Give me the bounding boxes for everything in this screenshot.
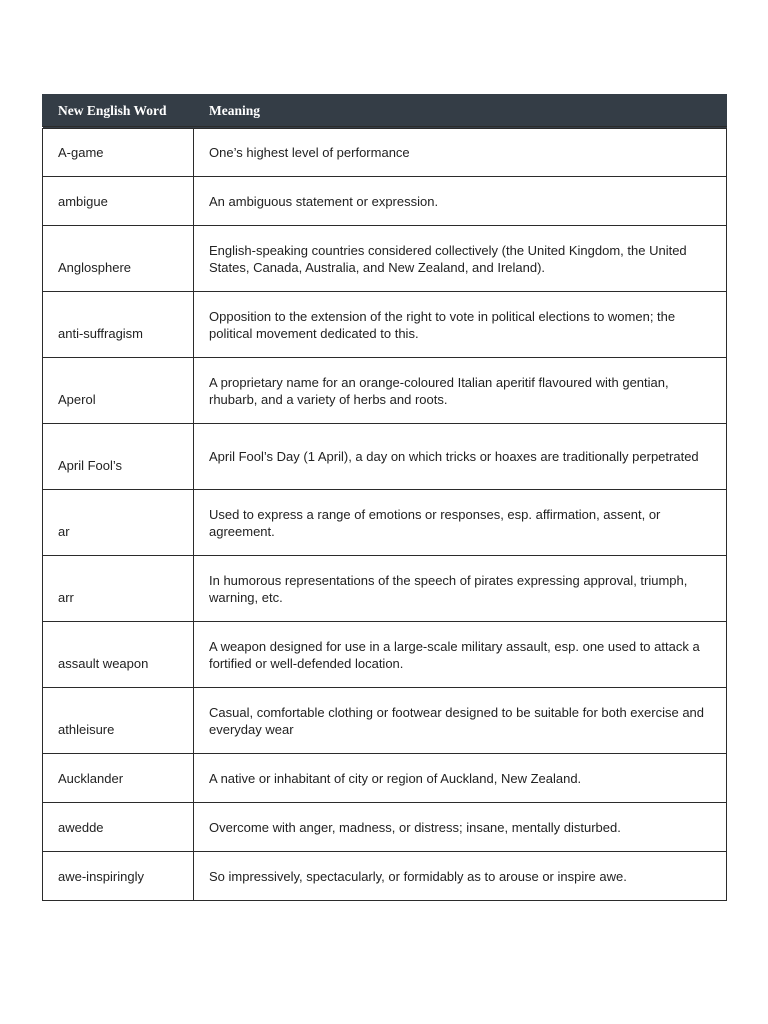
meaning-cell: In humorous representations of the speech of pirates expressing approval, triumph, warning, etc. [194,556,727,622]
table-row [43,490,727,556]
meaning-cell: A proprietary name for an orange-coloured Italian aperitif flavoured with gentian, rhubarb, and a variety of herbs and roots. [194,358,727,424]
word-cell: A-game [43,128,194,177]
table-row [43,424,727,490]
word-cell: anti-suffragism [43,292,194,358]
meaning-cell: Overcome with anger, madness, or distress; insane, mentally disturbed. [194,803,727,852]
word-cell: athleisure [43,688,194,754]
table-row [43,754,727,803]
table-header-row [43,95,727,128]
table-row [43,177,727,226]
meaning-cell: One’s highest level of performance [194,128,727,177]
word-cell: awedde [43,803,194,852]
word-cell: awe-inspiringly [43,852,194,901]
table-row [43,556,727,622]
meaning-cell: Used to express a range of emotions or responses, esp. affirmation, assent, or agreement. [194,490,727,556]
word-cell: ar [43,490,194,556]
meaning-cell: So impressively, spectacularly, or formidably as to arouse or inspire awe. [194,852,727,901]
table-row [43,688,727,754]
meaning-cell: A weapon designed for use in a large-scale military assault, esp. one used to attack a fortified or well-defended location. [194,622,727,688]
column-header-meaning: Meaning [194,95,727,128]
table-row [43,358,727,424]
table-row [43,622,727,688]
table-row [43,226,727,292]
meaning-cell: Casual, comfortable clothing or footwear designed to be suitable for both exercise and everyday wear [194,688,727,754]
word-cell: Anglosphere [43,226,194,292]
meaning-cell: A native or inhabitant of city or region of Auckland, New Zealand. [194,754,727,803]
meaning-cell: English-speaking countries considered collectively (the United Kingdom, the United States, Canada, Australia, and New Zealand, and Ireland). [194,226,727,292]
word-cell: Aucklander [43,754,194,803]
meaning-cell: An ambiguous statement or expression. [194,177,727,226]
word-cell: assault weapon [43,622,194,688]
word-cell: arr [43,556,194,622]
word-cell: April Fool’s [43,424,194,490]
word-cell: Aperol [43,358,194,424]
table-row [43,803,727,852]
column-header-word: New English Word [43,95,194,128]
meaning-cell: Opposition to the extension of the right to vote in political elections to women; the political movement dedicated to this. [194,292,727,358]
table-row [43,292,727,358]
word-cell: ambigue [43,177,194,226]
meaning-cell: April Fool’s Day (1 April), a day on which tricks or hoaxes are traditionally perpetrated [194,424,727,490]
table-row [43,852,727,901]
new-words-table [42,94,727,901]
table-row [43,128,727,177]
